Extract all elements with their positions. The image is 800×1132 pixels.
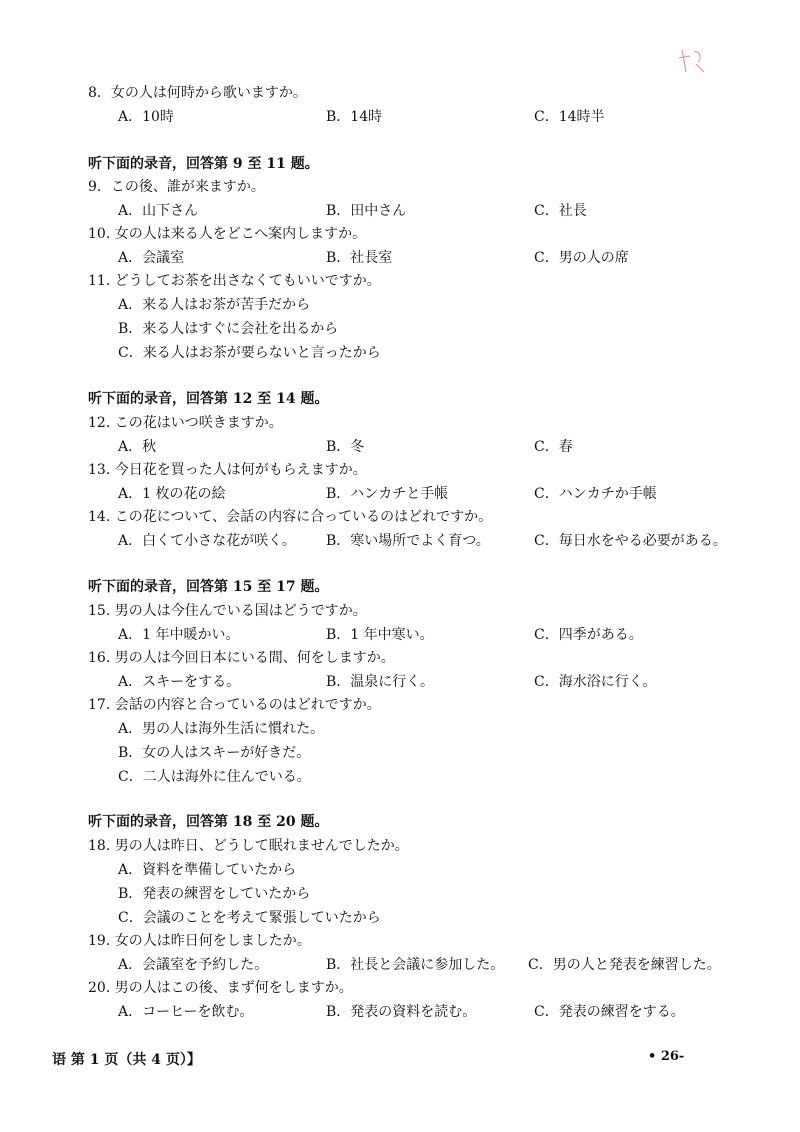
q14-option-b: B．寒い場所でよく育つ。 [326,533,490,549]
q12-option-a: A．秋 [118,439,157,455]
q9-option-a: A．山下さん [118,203,199,219]
question-11: 11. どうしてお茶を出さなくてもいいですか。 [88,273,381,289]
question-8: 8．女の人は何時から歌いますか。 [88,85,307,101]
footer-page-info: 语 第 1 页（共 4 页）】 [52,1052,201,1068]
q11-option-c: C．来る人はお茶が要らないと言ったから [118,345,381,361]
q16-option-a: A．スキーをする。 [118,674,241,690]
q14-option-c: C．毎日水をやる必要がある。 [534,533,727,549]
question-17: 17. 会話の内容と合っているのはどれですか。 [88,697,381,713]
q11-option-a: A．来る人はお茶が苦手だから [118,297,311,313]
q8-option-c: C．14時半 [534,109,605,125]
q13-option-a: A．1 枚の花の絵 [118,486,226,502]
q20-option-a: A．コーヒーを飲む。 [118,1004,254,1020]
q19-option-a: A．会議室を予約した。 [118,957,269,973]
q19-option-c: C．男の人と発表を練習した。 [528,957,721,973]
q16-option-c: C．海水浴に行く。 [534,674,657,690]
q20-option-b: B．発表の資料を読む。 [326,1004,477,1020]
q12-option-c: C．春 [534,439,573,455]
question-16: 16. 男の人は今回日本にいる間、何をしますか。 [88,650,395,666]
question-19: 19. 女の人は昨日何をしましたか。 [88,933,311,949]
q13-option-b: B．ハンカチと手帳 [326,486,449,502]
section-heading-9-11: 听下面的录音，回答第 9 至 11 题。 [88,156,319,172]
q15-option-a: A．1 年中暖かい。 [118,627,240,643]
q12-option-b: B．冬 [326,439,365,455]
q18-option-b: B．発表の練習をしていたから [118,886,311,902]
q11-option-b: B．来る人はすぐに会社を出るから [118,321,339,337]
question-13: 13. 今日花を買った人は何がもらえますか。 [88,462,367,478]
q8-option-a: A．10時 [118,109,174,125]
question-20: 20. 男の人はこの後、まず何をしますか。 [88,980,353,996]
q10-option-b: B．社長室 [326,250,393,266]
question-15: 15. 男の人は今住んでいる国はどうですか。 [88,603,367,619]
q20-option-c: C．発表の練習をする。 [534,1004,685,1020]
handwritten-mark [676,46,710,76]
q10-option-a: A．会議室 [118,250,185,266]
q18-option-a: A．資料を準備していたから [118,862,297,878]
q15-option-b: B．1 年中寒い。 [326,627,434,643]
question-10: 10. 女の人は来る人をどこへ案内しますか。 [88,226,367,242]
q19-option-b: B．社長と会議に参加した。 [326,957,505,973]
footer-page-number: • 26- [648,1049,685,1064]
question-14: 14. この花について、会話の内容に合っているのはどれですか。 [88,509,493,525]
q15-option-c: C．四季がある。 [534,627,643,643]
q16-option-b: B．温泉に行く。 [326,674,435,690]
q9-option-b: B．田中さん [326,203,407,219]
question-18: 18. 男の人は昨日、どうして眠れませんでしたか。 [88,838,409,854]
q17-option-a: A．男の人は海外生活に慣れた。 [118,721,325,737]
question-12: 12. この花はいつ咲きますか。 [88,415,283,431]
q9-option-c: C．社長 [534,203,587,219]
section-heading-15-17: 听下面的录音，回答第 15 至 17 题。 [88,579,329,595]
q17-option-b: B．女の人はスキーが好きだ。 [118,745,311,761]
section-heading-12-14: 听下面的录音，回答第 12 至 14 题。 [88,391,329,407]
q13-option-c: C．ハンカチか手帳 [534,486,657,502]
q10-option-c: C．男の人の席 [534,250,629,266]
q8-option-b: B．14時 [326,109,383,125]
q18-option-c: C．会議のことを考えて緊張していたから [118,910,381,926]
q14-option-a: A．白くて小さな花が咲く。 [118,533,296,549]
q17-option-c: C．二人は海外に住んでいる。 [118,769,311,785]
section-heading-18-20: 听下面的录音，回答第 18 至 20 题。 [88,814,329,830]
question-9: 9．この後、誰が来ますか。 [88,179,265,195]
